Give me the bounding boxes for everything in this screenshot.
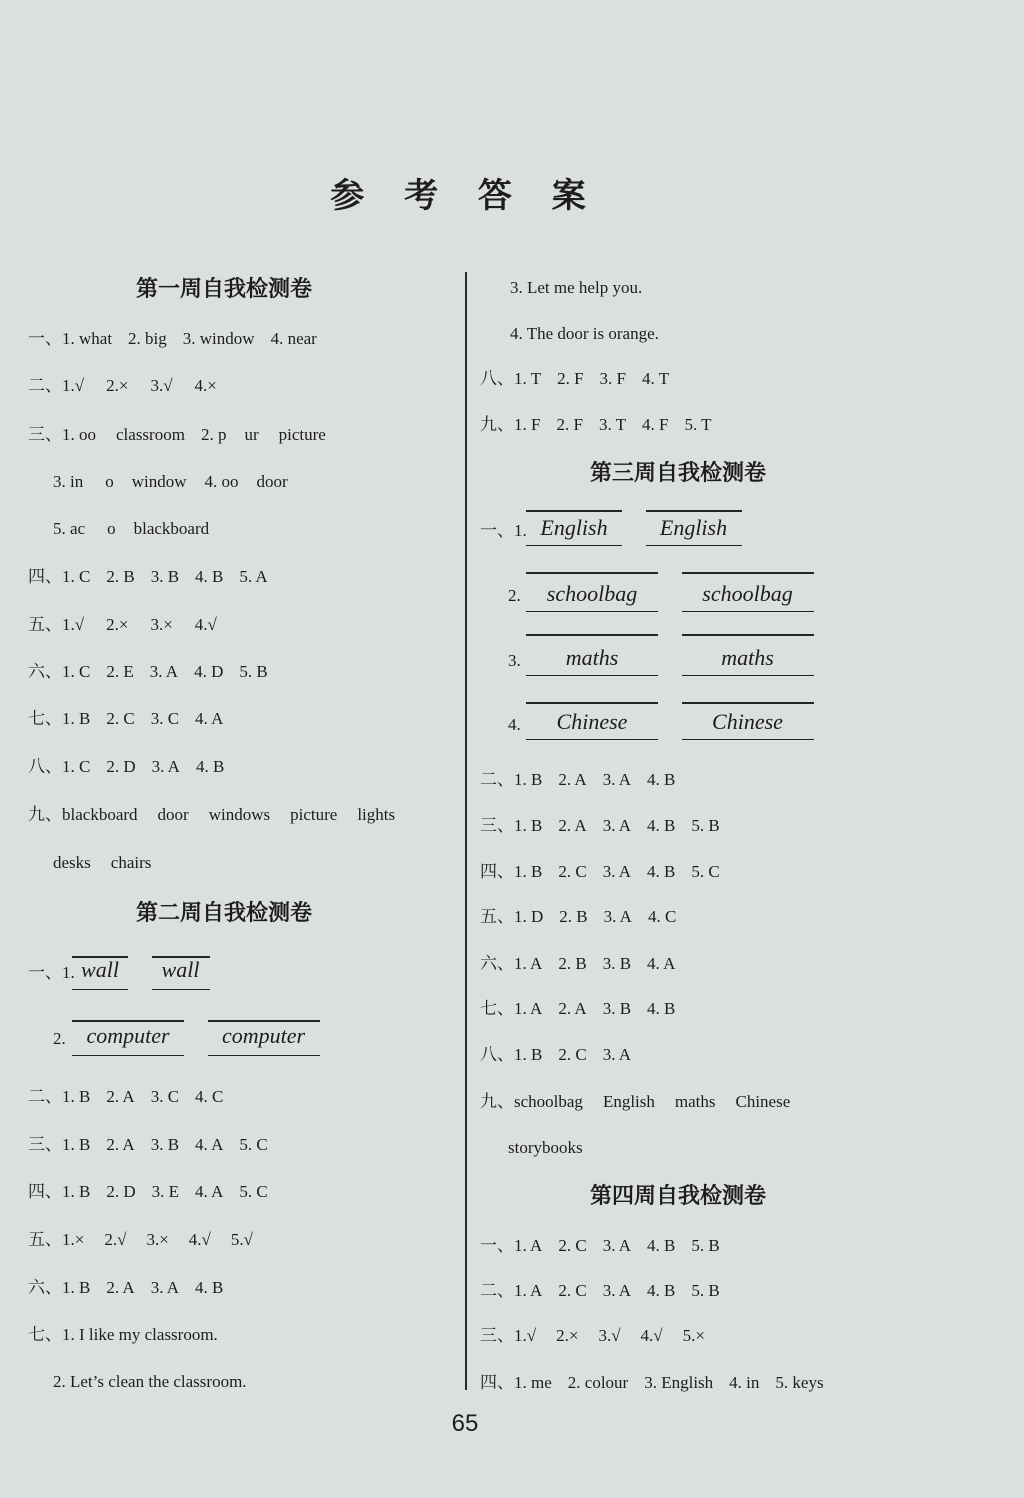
answer: 1. B <box>62 709 91 728</box>
w3-q6 <box>480 953 675 975</box>
answer: 2. A <box>558 999 587 1018</box>
item-number: 1. <box>514 521 527 540</box>
answer: 1. A <box>514 1236 543 1255</box>
answer: 3. B <box>150 567 180 586</box>
question-number: 四、 <box>28 1182 62 1201</box>
w2-q1-computer <box>72 1022 320 1050</box>
answer: 4.√ <box>640 1326 663 1345</box>
answer: 2. A <box>558 770 587 789</box>
answer: o <box>105 472 114 491</box>
answer: 4. oo <box>204 472 239 491</box>
answer: 1. C <box>62 567 91 586</box>
w3-q1-item2-number: 2. <box>508 586 521 605</box>
answer: 1. B <box>62 1278 91 1297</box>
answer: lights <box>357 805 396 824</box>
question-number: 三、 <box>480 816 514 835</box>
answer: 1. B <box>514 862 543 881</box>
w1-q3-row3 <box>53 518 209 540</box>
answer: 3. A <box>602 1236 632 1255</box>
answer: 3.√ <box>150 376 173 395</box>
handwriting-word: wall <box>72 956 128 984</box>
answer: 1.× <box>62 1230 85 1249</box>
question-number: 一、 <box>28 329 62 348</box>
answer: 1.√ <box>62 376 85 395</box>
answer: 2. E <box>106 662 134 681</box>
handwriting-word: maths <box>682 644 814 672</box>
w4-q4 <box>480 1372 824 1394</box>
answer: classroom <box>116 425 185 444</box>
answer: blackboard <box>133 519 210 538</box>
handwriting-word: English <box>646 514 742 542</box>
answer: 5. C <box>691 862 720 881</box>
answer: door <box>157 805 189 824</box>
answer: 3. C <box>150 1087 180 1106</box>
question-number: 八、 <box>480 369 514 388</box>
question-number: 二、 <box>480 1281 514 1300</box>
answer: 4. B <box>647 1281 676 1300</box>
answer: 4. B <box>195 757 225 776</box>
question-number: 一、 <box>480 1236 514 1255</box>
question-number: 二、 <box>28 1087 62 1106</box>
question-number: 五、 <box>28 1230 62 1249</box>
w3-q5 <box>480 906 676 928</box>
w3-q2 <box>480 769 675 791</box>
question-number: 三、 <box>28 1135 62 1154</box>
question-number: 六、 <box>480 954 514 973</box>
answer: 4. D <box>194 662 224 681</box>
answer: 3. A <box>602 1045 632 1064</box>
w1-q1 <box>28 328 317 350</box>
question-number: 五、 <box>480 907 514 926</box>
answer: 3.× <box>150 615 173 634</box>
question-number: 三、 <box>480 1326 514 1345</box>
answer: 2.× <box>106 376 129 395</box>
answer: 4. C <box>647 907 677 926</box>
answer: 4. B <box>647 816 676 835</box>
answer: 4. T <box>642 369 670 388</box>
answer: 4. A <box>195 1182 224 1201</box>
w3-q1-item3-number: 3. <box>508 651 521 670</box>
answer: 1. A <box>514 999 543 1018</box>
answer: 2. C <box>558 1236 587 1255</box>
answer: 5. keys <box>775 1373 824 1392</box>
question-number: 四、 <box>480 862 514 881</box>
answer: 4. A <box>647 954 676 973</box>
week3-heading: 第三周自我检测卷 <box>590 461 767 486</box>
answer: ur <box>244 425 259 444</box>
handwriting-word: schoolbag <box>526 580 658 608</box>
week4-heading: 第四周自我检测卷 <box>590 1184 767 1209</box>
w1-q8 <box>28 756 224 778</box>
answer: 3. A <box>602 862 632 881</box>
question-number: 九、 <box>480 1092 514 1111</box>
answer: 2.× <box>556 1326 579 1345</box>
answer: 3. in <box>53 472 84 491</box>
w2-q1-wall <box>72 956 210 984</box>
answer: 2. C <box>558 862 587 881</box>
answer: 3. A <box>603 907 632 926</box>
answer: 1.√ <box>62 615 85 634</box>
w3-q3 <box>480 815 720 837</box>
answer: 3.× <box>146 1230 169 1249</box>
answer: 5. B <box>691 816 720 835</box>
answer: 4. B <box>195 1278 224 1297</box>
answer: 2. C <box>106 709 135 728</box>
week1-heading: 第一周自我检测卷 <box>136 277 313 302</box>
w2-q5 <box>28 1229 253 1251</box>
answer: o <box>107 519 116 538</box>
answer: 1. B <box>514 770 543 789</box>
w2-q7-l1 <box>28 1324 218 1346</box>
answer: 4. B <box>647 999 676 1018</box>
answer: 1. D <box>514 907 544 926</box>
answer: 2. p <box>200 425 227 444</box>
answer: 2. A <box>558 816 587 835</box>
w3-q7 <box>480 998 675 1020</box>
answer: 3. A <box>602 816 632 835</box>
w1-q7 <box>28 708 223 730</box>
answer: 4.√ <box>188 1230 211 1249</box>
w3-q1-maths <box>526 644 814 672</box>
answer: 2. D <box>106 757 136 776</box>
answer: windows <box>208 805 271 824</box>
answer: 3. B <box>150 1135 180 1154</box>
answer: 2. B <box>106 567 135 586</box>
w3-q1-chinese <box>526 708 814 736</box>
w1-q3-row1 <box>28 424 326 446</box>
handwriting-word: maths <box>526 644 658 672</box>
answer: 4.√ <box>194 615 217 634</box>
answer: 3. E <box>151 1182 180 1201</box>
w2-q3 <box>28 1134 268 1156</box>
answer: 5.√ <box>230 1230 253 1249</box>
answer: window <box>131 472 187 491</box>
answer: schoolbag <box>514 1092 583 1111</box>
question-number: 七、 <box>480 999 514 1018</box>
w2-q8 <box>480 368 669 390</box>
handwriting-word: Chinese <box>682 708 814 736</box>
answer: 2. colour <box>567 1373 629 1392</box>
w1-q3-row2 <box>53 471 288 493</box>
answer: 1. B <box>514 1045 543 1064</box>
answer: 1. F <box>514 415 541 434</box>
answer: 5. B <box>239 662 268 681</box>
answer: 4.× <box>194 376 217 395</box>
answer: 1. C <box>62 662 91 681</box>
w2-q7-l4: 4. The door is orange. <box>510 324 659 343</box>
w1-q9-row2 <box>53 852 151 874</box>
w2-q9 <box>480 414 712 436</box>
w3-q1-english <box>526 514 742 542</box>
answer: 1. I like my classroom. <box>62 1325 218 1344</box>
answer: desks <box>53 853 91 872</box>
w1-q2 <box>28 375 217 397</box>
w3-q9-row2: storybooks <box>508 1138 583 1157</box>
question-number: 八、 <box>480 1045 514 1064</box>
answer: 4. A <box>195 1135 224 1154</box>
w4-q2 <box>480 1280 720 1302</box>
answer: 2. B <box>558 954 587 973</box>
item-number: 1. <box>62 963 75 982</box>
question-number: 四、 <box>28 567 62 586</box>
answer: 3. A <box>602 1281 632 1300</box>
answer: 1. B <box>62 1182 91 1201</box>
answer: 2. C <box>558 1045 587 1064</box>
answer: 3. A <box>150 1278 180 1297</box>
handwriting-word: computer <box>72 1022 184 1050</box>
answer: 5. B <box>691 1281 720 1300</box>
answer: 3. window <box>182 329 255 348</box>
question-number: 九、 <box>480 415 514 434</box>
handwriting-word: computer <box>208 1022 320 1050</box>
w3-q9-row1 <box>480 1091 790 1113</box>
answer: 3. A <box>602 770 632 789</box>
answer: 5. C <box>239 1135 268 1154</box>
answer: 1. oo <box>62 425 96 444</box>
answer: maths <box>674 1092 716 1111</box>
answer: chairs <box>110 853 152 872</box>
w1-q9-row1 <box>28 804 395 826</box>
answer: 2. F <box>557 369 584 388</box>
answer: 3. C <box>150 709 180 728</box>
answer: 2. big <box>128 329 167 348</box>
answer: 5. B <box>691 1236 720 1255</box>
answer: 5. ac <box>53 519 86 538</box>
w3-q4 <box>480 861 720 883</box>
answer: 5.× <box>682 1326 705 1345</box>
answer: 4. near <box>270 329 317 348</box>
question-number: 七、 <box>28 1325 62 1344</box>
answer: 1. A <box>514 954 543 973</box>
answer: 1. what <box>62 329 113 348</box>
page-title: 参 考 答 案 <box>330 176 600 216</box>
answer: blackboard <box>62 805 138 824</box>
w2-q7-l2: 2. Let’s clean the classroom. <box>53 1372 247 1391</box>
answer: 3. A <box>149 662 179 681</box>
answer: 3. English <box>644 1373 714 1392</box>
page-number: 65 <box>451 1410 479 1437</box>
answer: 4. B <box>195 567 224 586</box>
question-number: 一、 <box>28 963 62 982</box>
answer: 4. F <box>642 415 669 434</box>
answer: 2. A <box>106 1135 135 1154</box>
answer: 4. A <box>195 709 224 728</box>
w3-q1-prefix <box>480 520 527 542</box>
answer: 4. in <box>729 1373 760 1392</box>
question-number: 二、 <box>480 770 514 789</box>
handwriting-word: wall <box>152 956 210 984</box>
answer: picture <box>290 805 338 824</box>
w1-q6 <box>28 661 268 683</box>
answer: 1. B <box>62 1087 91 1106</box>
w2-q4 <box>28 1181 268 1203</box>
w2-q1-prefix <box>28 962 75 984</box>
w4-q1 <box>480 1235 720 1257</box>
answer: 1. B <box>62 1135 91 1154</box>
answer: 1. A <box>514 1281 543 1300</box>
w4-q3 <box>480 1325 705 1347</box>
w3-q8 <box>480 1044 631 1066</box>
question-number: 六、 <box>28 662 62 681</box>
answer: 2. C <box>558 1281 587 1300</box>
answer: picture <box>278 425 326 444</box>
question-number: 七、 <box>28 709 62 728</box>
w1-q4 <box>28 566 268 588</box>
answer: 4. B <box>647 770 676 789</box>
question-number: 六、 <box>28 1278 62 1297</box>
answer: 4. C <box>195 1087 224 1106</box>
w2-q6 <box>28 1277 223 1299</box>
question-number: 八、 <box>28 757 62 776</box>
w3-q1-item4-number: 4. <box>508 715 521 734</box>
question-number: 五、 <box>28 615 62 634</box>
w3-q1-schoolbag <box>526 580 814 608</box>
answer: 2. B <box>559 907 588 926</box>
question-number: 四、 <box>480 1373 514 1392</box>
question-number: 二、 <box>28 376 62 395</box>
answer: 2. A <box>106 1278 135 1297</box>
w2-q7-l3: 3. Let me help you. <box>510 278 643 297</box>
answer: 2. D <box>106 1182 136 1201</box>
answer: 1. T <box>514 369 542 388</box>
column-divider <box>465 272 467 1390</box>
answer: 1. C <box>62 757 91 776</box>
answer: 3.√ <box>598 1326 621 1345</box>
answer: 1. me <box>514 1373 552 1392</box>
handwriting-word: English <box>526 514 622 542</box>
answer: English <box>602 1092 655 1111</box>
handwriting-word: schoolbag <box>682 580 814 608</box>
answer: 3. B <box>602 999 632 1018</box>
answer: 4. B <box>647 1236 676 1255</box>
answer: Chinese <box>735 1092 791 1111</box>
question-number: 一、 <box>480 521 514 540</box>
week2-heading: 第二周自我检测卷 <box>136 901 313 926</box>
answer: 2. F <box>556 415 583 434</box>
answer: 3. T <box>598 415 627 434</box>
answer: 3. B <box>602 954 632 973</box>
answer: 5. A <box>239 567 268 586</box>
w1-q5 <box>28 614 217 636</box>
w2-q1-item2-number: 2. <box>53 1029 66 1048</box>
answer: 4. B <box>647 862 676 881</box>
w2-q2 <box>28 1086 223 1108</box>
question-number: 三、 <box>28 425 62 444</box>
answer: 1.√ <box>514 1326 537 1345</box>
answer: 5. C <box>239 1182 268 1201</box>
answer: 1. B <box>514 816 543 835</box>
answer: 2.× <box>106 615 129 634</box>
answer: 2. A <box>106 1087 135 1106</box>
answer: 5. T <box>684 415 712 434</box>
answer: 2.√ <box>104 1230 127 1249</box>
question-number: 九、 <box>28 805 62 824</box>
answer: 3. F <box>599 369 627 388</box>
answer: 3. A <box>151 757 180 776</box>
answer: door <box>256 472 288 491</box>
handwriting-word: Chinese <box>526 708 658 736</box>
